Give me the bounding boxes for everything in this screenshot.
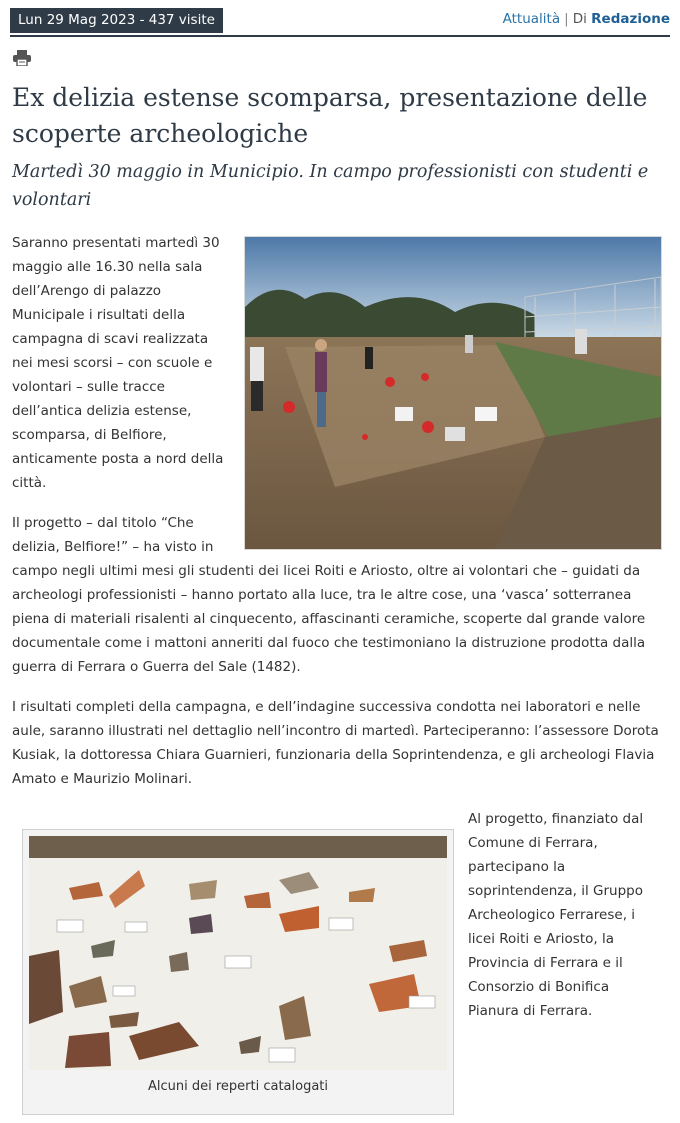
article-subtitle: Martedì 30 maggio in Municipio. In campo professionisti con studenti e volontari	[12, 162, 649, 210]
article-meta-bar	[10, 8, 670, 37]
separator: |	[564, 11, 569, 27]
printer-icon[interactable]	[13, 50, 31, 66]
by-label: Di	[572, 11, 587, 27]
finds-caption: Alcuni dei reperti catalogati	[147, 1079, 329, 1094]
paragraph-3: I risultati completi della campagna, e dell’indagine successiva condotta nei laboratori e nelle aule, saranno illustrati nel dettaglio nell’incontro di martedì. Parteciperanno: l’assessore Dorota Kusiak, la dottoressa Chiara Guarnieri, funzionaria della Soprintendenza, e gli archeologi Flavia Amato e Maurizio Molinari.	[12, 699, 659, 787]
excavation-photo	[244, 236, 662, 550]
category-author	[503, 8, 670, 30]
date-visits-badge: Lun 29 Mag 2023 - 437 visite	[10, 8, 223, 33]
article-body	[12, 231, 662, 1123]
paragraph-1: Saranno presentati martedì 30 maggio alle 16.30 nella sala dell’Arengo di palazzo Municipale i risultati della campagna di scavi realizzata nei mesi scorsi – con scuole e volontari – sulle tracce dell’antica delizia estense, scomparsa, di Belfiore, anticamente posta a nord della città.	[12, 235, 224, 491]
author-link[interactable]: Redazione	[591, 11, 670, 27]
paragraph-2: Il progetto – dal titolo “Che delizia, Belfiore!” – ha visto in campo negli ultimi mesi gli studenti dei licei Roiti e Ariosto, oltre ai volontari che – guidati da archeologi professionisti – hanno portato alla luce, tra le altre cose, una ‘vasca’ sotterranea piena di materiali risalenti al cinquecento, affascinanti ceramiche, scoperte dal grande valore documentale come i mattoni anneriti dal fuoco che testimoniano la distruzione prodotta dalla guerra di Ferrara o Guerra del Sale (1482).	[12, 515, 646, 675]
category-link[interactable]: Attualità	[502, 11, 561, 27]
paragraph-4: Al progetto, finanziato dal Comune di Ferrara, partecipano la soprintendenza, il Gruppo Archeologico Ferrarese, i licei Roiti e Ariosto, la Provincia di Ferrara e il Consorzio di Bonifica Pianura di Ferrara.	[468, 811, 644, 1019]
article-title: Ex delizia estense scomparsa, presentazione delle scoperte archeologiche	[12, 83, 648, 148]
finds-figure	[22, 829, 454, 1115]
finds-photo	[29, 836, 447, 1070]
